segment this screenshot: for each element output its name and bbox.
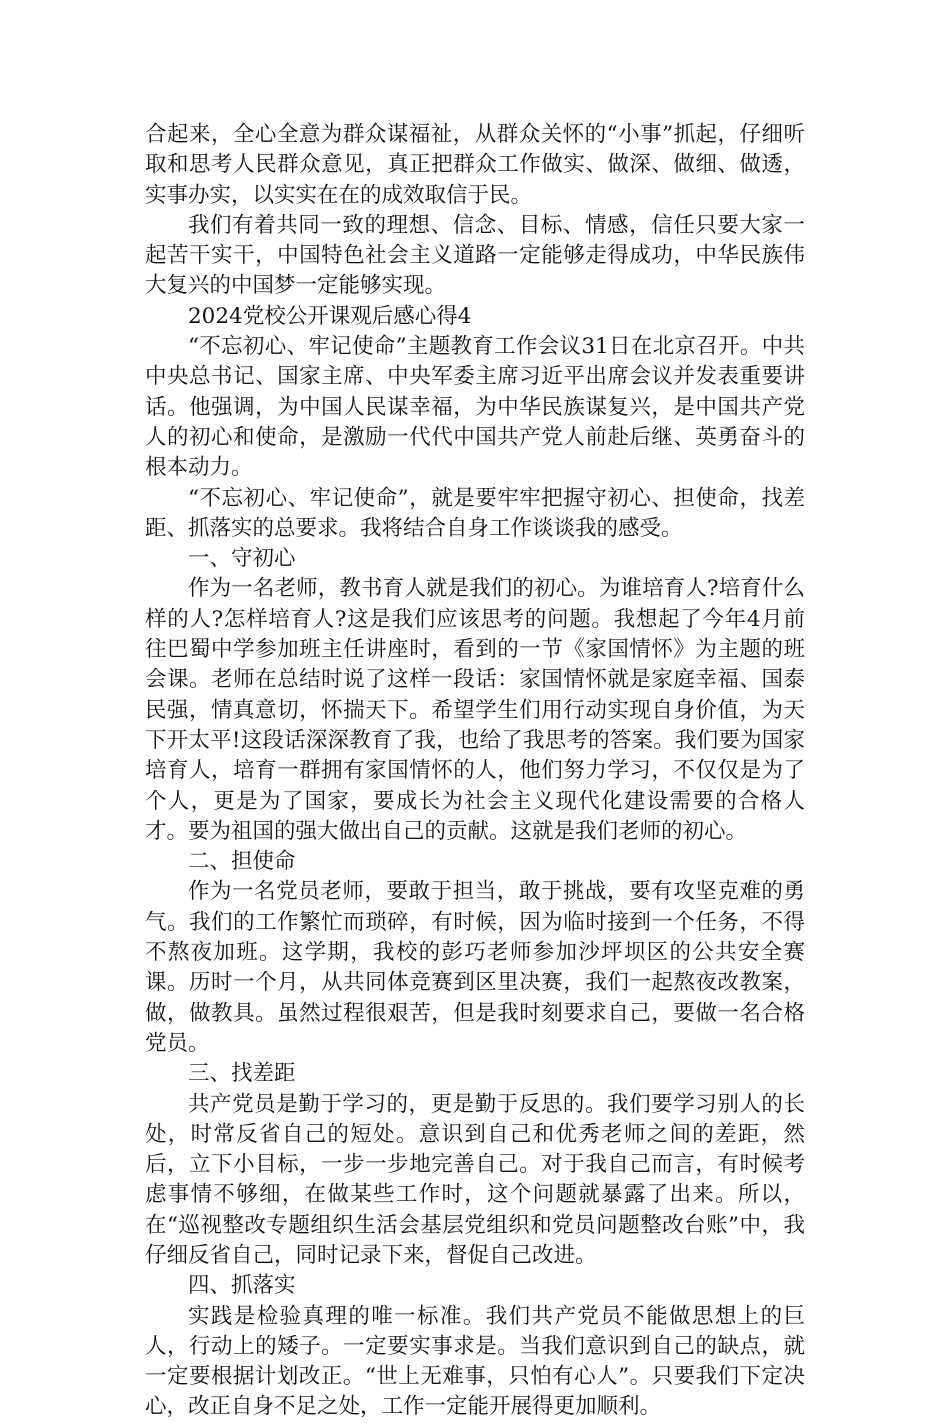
paragraph: 共产党员是勤于学习的，更是勤于反思的。我们要学习别人的长处，时常反省自己的短处。意识到自己和优秀老师之间的差距，然后，立下小目标，一步一步地完善自己。对于我自己而言，有时候考虑事情不够细，在做某些工作时，这个问题就暴露了出来。所以，在“巡视整改专题组织生活会基层党组织和党员问题整改台账”中，我仔细反省自己，同时记录下来，督促自己改进。 <box>145 1091 805 1268</box>
document-page <box>145 120 805 1423</box>
section-heading: 一、守初心 <box>188 546 296 572</box>
paragraph: 作为一名老师，教书育人就是我们的初心。为谁培育人?培育什么样的人?怎样培育人?这是我们应该思考的问题。我想起了今年4月前往巴蜀中学参加班主任讲座时，看到的一节《家国情怀》为主题的班会课。老师在总结时说了这样一段话：家国情怀就是家庭幸福、国泰民强，情真意切，怀揣天下。希望学生们用行动实现自身价值，为天下开太平!这段话深深教育了我，也给了我思考的答案。我们要为国家培育人，培育一群拥有家国情怀的人，他们努力学习，不仅仅是为了个人，更是为了国家，要成长为社会主义现代化建设需要的合格人才。要为祖国的强大做出自己的贡献。这就是我们老师的初心。 <box>145 576 805 844</box>
paragraph: “不忘初心、牢记使命”，就是要牢牢把握守初心、担使命，找差距、抓落实的总要求。我将结合自身工作谈谈我的感受。 <box>145 485 805 541</box>
paragraph: 合起来，全心全意为群众谋福祉，从群众关怀的“小事”抓起，仔细听取和思考人民群众意见，真正把群众工作做实、做深、做细、做透，实事办实，以实实在在的成效取信于民。 <box>145 122 805 208</box>
paragraph: 我们有着共同一致的理想、信念、目标、情感，信任只要大家一起苦干实干，中国特色社会主义道路一定能够走得成功，中华民族伟大复兴的中国梦一定能够实现。 <box>145 212 805 299</box>
section-heading: 三、找差距 <box>188 1061 296 1087</box>
paragraph: “不忘初心、牢记使命”主题教育工作会议31日在北京召开。中共中央总书记、国家主席、中央军委主席习近平出席会议并发表重要讲话。他强调，为中国人民谋幸福，为中华民族谋复兴，是中国共产党人的初心和使命，是激励一代代中国共产党人前赴后继、英勇奋斗的根本动力。 <box>145 334 805 481</box>
section-title: 2024党校公开课观后感心得4 <box>188 303 472 329</box>
paragraph: 实践是检验真理的唯一标准。我们共产党员不能做思想上的巨人，行动上的矮子。一定要实事求是。当我们意识到自己的缺点，就一定要根据计划改正。“世上无难事，只怕有心人”。只要我们下定决心，改正自身不足之处，工作一定能开展得更加顺利。 <box>145 1303 805 1420</box>
paragraph: 作为一名党员老师，要敢于担当，敢于挑战，要有攻坚克难的勇气。我们的工作繁忙而琐碎，有时候，因为临时接到一个任务，不得不熬夜加班。这学期，我校的彭巧老师参加沙坪坝区的公共安全赛课。历时一个月，从共同体竞赛到区里决赛，我们一起熬夜改教案，做，做教具。虽然过程很艰苦，但是我时刻要求自己，要做一名合格党员。 <box>145 879 805 1056</box>
section-heading: 四、抓落实 <box>188 1273 296 1299</box>
section-heading: 二、担使命 <box>188 849 296 875</box>
